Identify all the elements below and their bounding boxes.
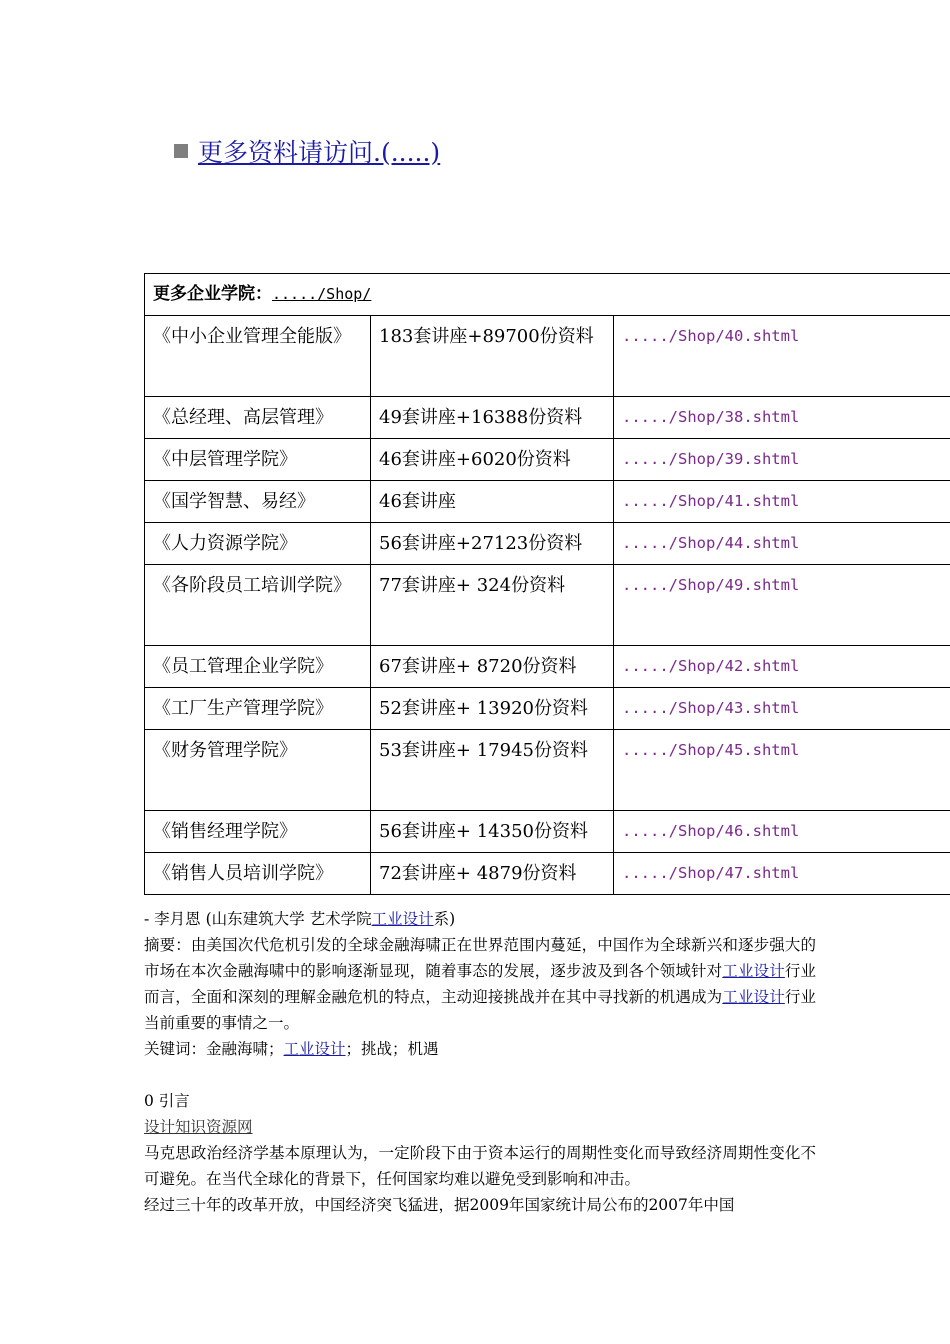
table-row	[145, 481, 950, 523]
academy-url[interactable]: ...../Shop/47.shtml	[614, 853, 950, 895]
keywords-text: ；挑战；机遇	[345, 1040, 439, 1058]
abstract-text: 摘要：由美国次代危机引发的全球金融海啸正在世界范围内蔓延，中国作为全球新兴和逐步强大的市场在本次金融海啸中的影响逐渐显现，随着事态的发展，逐步波及到各个领域针对	[144, 936, 816, 980]
academy-courses: 56套讲座+27123份资料	[371, 523, 614, 565]
academy-courses: 56套讲座+ 14350份资料	[371, 811, 614, 853]
body-paragraph: 经过三十年的改革开放，中国经济突飞猛进，据2009年国家统计局公布的2007年中国	[144, 1196, 735, 1214]
academy-url[interactable]: ...../Shop/40.shtml	[614, 316, 950, 397]
table-row	[145, 688, 950, 730]
table-row	[145, 523, 950, 565]
header-url-link[interactable]: ...../Shop/	[272, 285, 372, 303]
author-text: - 李月恩 (山东建筑大学 艺术学院	[144, 910, 372, 928]
academy-courses: 72套讲座+ 4879份资料	[371, 853, 614, 895]
academy-url[interactable]: ...../Shop/38.shtml	[614, 397, 950, 439]
abstract-text: 行业而言，全面和深刻的理解金融危机的特点，主动迎接挑战并在其中寻找新的机遇成为	[144, 962, 816, 1006]
table-header	[145, 274, 950, 316]
academy-name: 《总经理、高层管理》	[145, 397, 371, 439]
academy-table	[144, 273, 950, 895]
academy-url[interactable]: ...../Shop/43.shtml	[614, 688, 950, 730]
section-title: 0 引言	[144, 1092, 190, 1110]
academy-courses: 49套讲座+16388份资料	[371, 397, 614, 439]
table-row	[145, 397, 950, 439]
industrial-design-link[interactable]: 工业设计	[283, 1040, 346, 1058]
academy-url[interactable]: ...../Shop/44.shtml	[614, 523, 950, 565]
table-header-row	[145, 274, 950, 316]
author-line	[144, 906, 816, 932]
header-label: 更多企业学院：	[153, 284, 272, 304]
academy-courses: 52套讲座+ 13920份资料	[371, 688, 614, 730]
academy-name: 《中小企业管理全能版》	[145, 316, 371, 397]
source-link[interactable]: 设计知识资源网	[144, 1118, 253, 1136]
academy-name: 《人力资源学院》	[145, 523, 371, 565]
spacer	[144, 1062, 816, 1088]
academy-name: 《员工管理企业学院》	[145, 646, 371, 688]
academy-url[interactable]: ...../Shop/45.shtml	[614, 730, 950, 811]
academy-name: 《中层管理学院》	[145, 439, 371, 481]
academy-courses: 77套讲座+ 324份资料	[371, 565, 614, 646]
academy-name: 《各阶段员工培训学院》	[145, 565, 371, 646]
academy-name: 《销售人员培训学院》	[145, 853, 371, 895]
academy-name: 《财务管理学院》	[145, 730, 371, 811]
academy-courses: 46套讲座	[371, 481, 614, 523]
academy-url[interactable]: ...../Shop/46.shtml	[614, 811, 950, 853]
academy-name: 《工厂生产管理学院》	[145, 688, 371, 730]
table-row	[145, 730, 950, 811]
abstract-paragraph	[144, 932, 816, 1036]
table-row	[145, 439, 950, 481]
academy-url[interactable]: ...../Shop/49.shtml	[614, 565, 950, 646]
top-link-row	[174, 134, 440, 168]
industrial-design-link[interactable]: 工业设计	[722, 962, 785, 980]
academy-courses: 183套讲座+89700份资料	[371, 316, 614, 397]
article-body	[144, 906, 816, 1218]
academy-url[interactable]: ...../Shop/39.shtml	[614, 439, 950, 481]
keywords-line	[144, 1036, 816, 1062]
abstract-text: 行业当前重要的事情之一。	[144, 988, 816, 1032]
body-paragraph: 马克思政治经济学基本原理认为，一定阶段下由于资本运行的周期性变化而导致经济周期性变化不可避免。在当代全球化的背景下，任何国家均难以避免受到影响和冲击。	[144, 1144, 816, 1188]
keywords-text: 关键词：金融海啸；	[144, 1040, 284, 1058]
industrial-design-link[interactable]: 工业设计	[722, 988, 785, 1006]
academy-name: 《国学智慧、易经》	[145, 481, 371, 523]
author-suffix: 系)	[433, 910, 456, 928]
academy-name: 《销售经理学院》	[145, 811, 371, 853]
table-row	[145, 853, 950, 895]
table-row	[145, 565, 950, 646]
academy-courses: 46套讲座+6020份资料	[371, 439, 614, 481]
academy-courses: 53套讲座+ 17945份资料	[371, 730, 614, 811]
industrial-design-link[interactable]: 工业设计	[371, 910, 434, 928]
more-resources-link[interactable]: 更多资料请访问.(.....)	[198, 138, 441, 167]
academy-url[interactable]: ...../Shop/42.shtml	[614, 646, 950, 688]
source-line	[144, 1114, 816, 1140]
table-row	[145, 646, 950, 688]
square-bullet-icon	[174, 144, 188, 158]
academy-url[interactable]: ...../Shop/41.shtml	[614, 481, 950, 523]
table-row	[145, 316, 950, 397]
academy-courses: 67套讲座+ 8720份资料	[371, 646, 614, 688]
table-row	[145, 811, 950, 853]
